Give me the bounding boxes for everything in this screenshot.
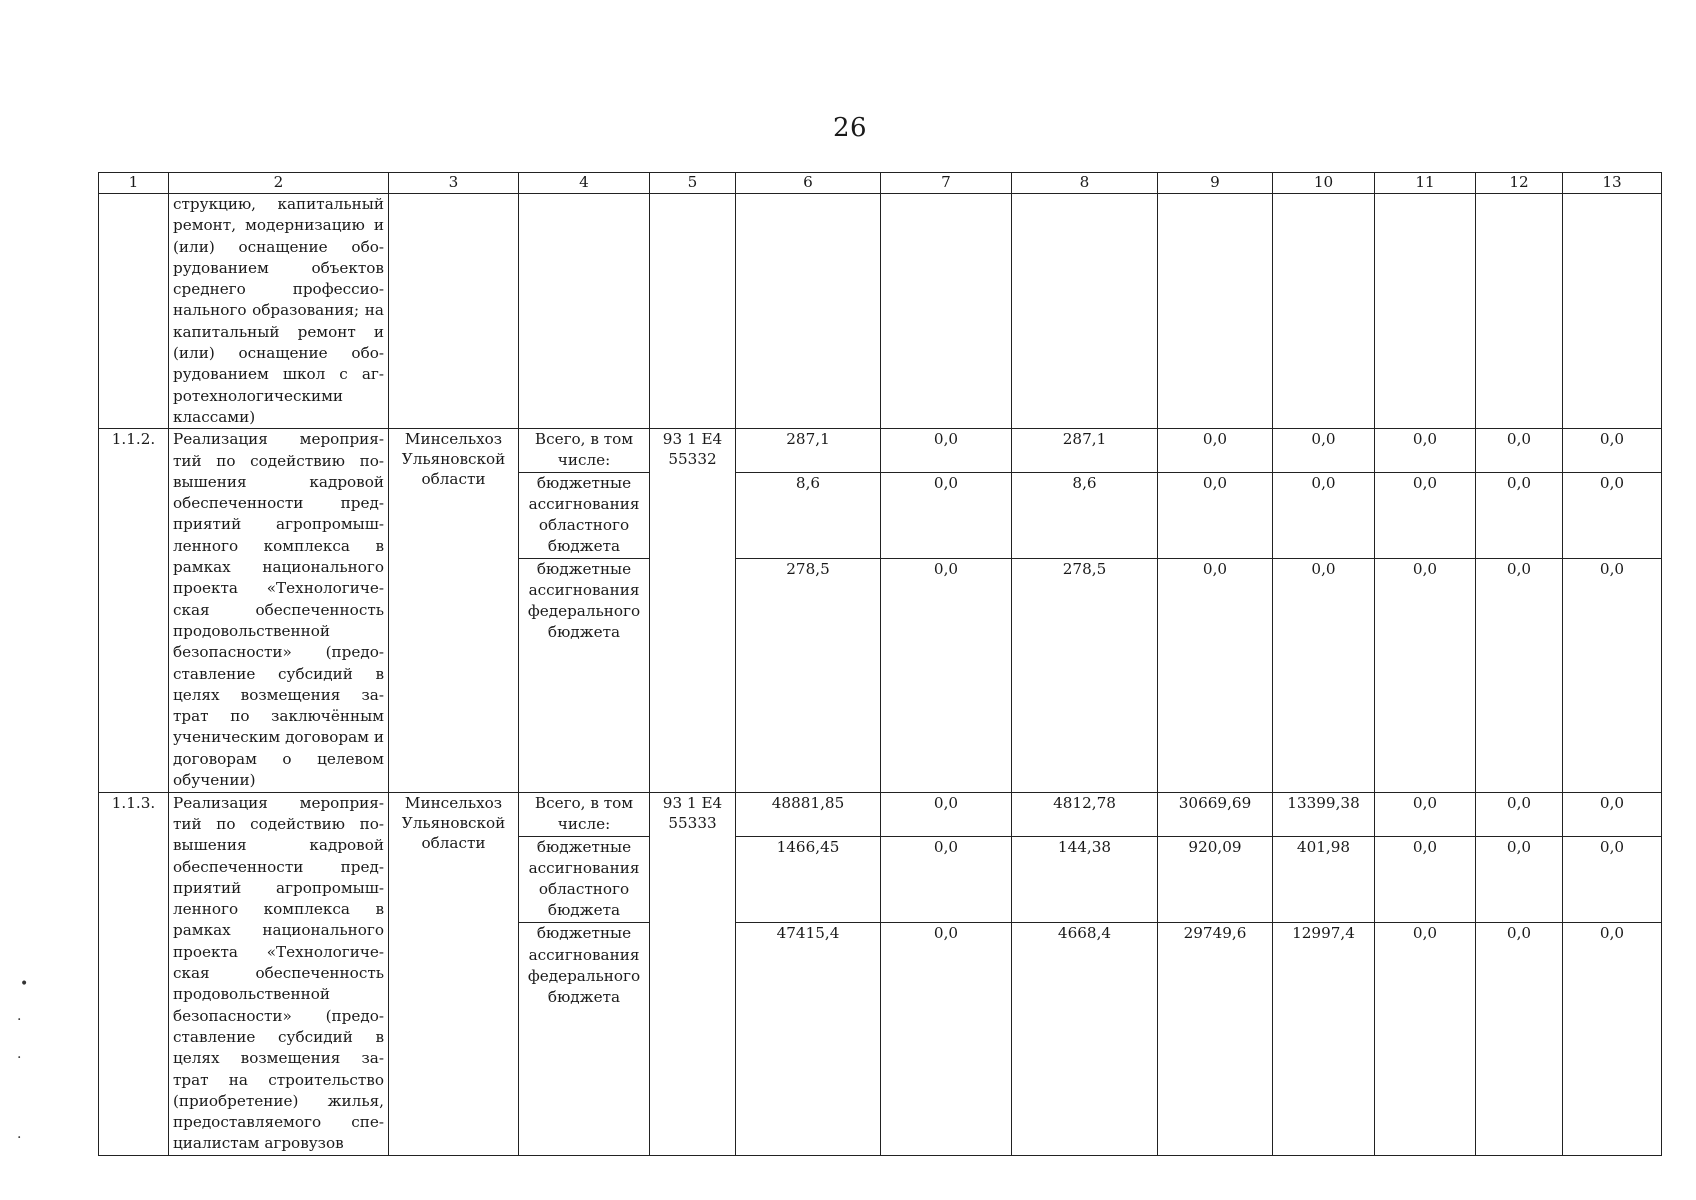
value-cell: 0,0 — [1273, 429, 1375, 472]
empty-cell — [1158, 194, 1273, 429]
value-cell: 0,0 — [1563, 923, 1662, 1155]
value-cell: 0,0 — [1375, 836, 1476, 923]
page-number: 26 — [832, 113, 868, 143]
item-description: Реализация мероприя-тий по содействию по-вышения кадровой обеспеченности пред-приятий агропромыш-ленного комплекса в рамках национального проекта «Технологиче-ская обеспеченность продовольственной безопасности» (предо-ставление субсидий в целях возмещения за-трат на строительство (приобретение) жилья, предоставляемого спе-циалистам агровузов — [169, 792, 389, 1155]
empty-cell — [1375, 194, 1476, 429]
value-cell: 0,0 — [1158, 429, 1273, 472]
value-cell: 278,5 — [736, 558, 881, 792]
value-cell: 0,0 — [1563, 836, 1662, 923]
value-cell: 0,0 — [1158, 472, 1273, 558]
item-number: 1.1.2. — [99, 429, 169, 792]
source-federal: бюджетные ассигнования федерального бюджета — [519, 923, 650, 1155]
continuation-description: струкцию, капитальный ремонт, модернизацию и (или) оснащение обо-рудованием объектов среднего профессио-нального образования; на капитальный ремонт и (или) оснащение обо-рудованием школ с аг-ротехнологическими классами) — [169, 194, 389, 429]
item-recipient: Минсельхоз Ульяновской области — [389, 792, 519, 1155]
header-cell: 3 — [389, 173, 519, 194]
value-cell: 8,6 — [736, 472, 881, 558]
value-cell: 4668,4 — [1012, 923, 1158, 1155]
table-row — [99, 792, 1662, 836]
header-cell: 12 — [1476, 173, 1563, 194]
value-cell: 29749,6 — [1158, 923, 1273, 1155]
value-cell: 0,0 — [1476, 923, 1563, 1155]
value-cell: 13399,38 — [1273, 792, 1375, 836]
header-cell: 1 — [99, 173, 169, 194]
value-cell: 0,0 — [881, 472, 1012, 558]
header-cell: 9 — [1158, 173, 1273, 194]
scan-speck: • — [20, 976, 29, 992]
header-cell: 10 — [1273, 173, 1375, 194]
empty-cell — [1476, 194, 1563, 429]
value-cell: 4812,78 — [1012, 792, 1158, 836]
empty-cell — [519, 194, 650, 429]
header-cell: 11 — [1375, 173, 1476, 194]
source-total: Всего, в том числе: — [519, 429, 650, 472]
value-cell: 0,0 — [881, 429, 1012, 472]
budget-table — [98, 172, 1662, 1156]
item-number: 1.1.3. — [99, 792, 169, 1155]
header-cell: 13 — [1563, 173, 1662, 194]
source-federal: бюджетные ассигнования федерального бюджета — [519, 558, 650, 792]
value-cell: 0,0 — [1476, 558, 1563, 792]
value-cell: 47415,4 — [736, 923, 881, 1155]
value-cell: 0,0 — [1563, 429, 1662, 472]
scan-speck: · — [17, 1050, 22, 1066]
value-cell: 0,0 — [881, 836, 1012, 923]
source-regional: бюджетные ассигнования областного бюджета — [519, 472, 650, 558]
value-cell: 287,1 — [736, 429, 881, 472]
value-cell: 0,0 — [881, 923, 1012, 1155]
empty-cell — [99, 194, 169, 429]
scan-speck: · — [17, 1130, 22, 1146]
empty-cell — [1563, 194, 1662, 429]
header-cell: 6 — [736, 173, 881, 194]
value-cell: 0,0 — [1375, 792, 1476, 836]
value-cell: 1466,45 — [736, 836, 881, 923]
value-cell: 0,0 — [1476, 792, 1563, 836]
source-total: Всего, в том числе: — [519, 792, 650, 836]
value-cell: 0,0 — [1375, 558, 1476, 792]
empty-cell — [881, 194, 1012, 429]
empty-cell — [650, 194, 736, 429]
header-cell: 5 — [650, 173, 736, 194]
empty-cell — [736, 194, 881, 429]
value-cell: 0,0 — [1273, 472, 1375, 558]
value-cell: 0,0 — [881, 792, 1012, 836]
item-code: 93 1 E4 55333 — [650, 792, 736, 1155]
value-cell: 0,0 — [1273, 558, 1375, 792]
empty-cell — [1012, 194, 1158, 429]
empty-cell — [1273, 194, 1375, 429]
value-cell: 0,0 — [881, 558, 1012, 792]
source-regional: бюджетные ассигнования областного бюджета — [519, 836, 650, 923]
value-cell: 0,0 — [1476, 836, 1563, 923]
header-cell: 8 — [1012, 173, 1158, 194]
value-cell: 287,1 — [1012, 429, 1158, 472]
value-cell: 0,0 — [1563, 472, 1662, 558]
header-cell: 2 — [169, 173, 389, 194]
item-code: 93 1 E4 55332 — [650, 429, 736, 792]
value-cell: 30669,69 — [1158, 792, 1273, 836]
value-cell: 8,6 — [1012, 472, 1158, 558]
value-cell: 48881,85 — [736, 792, 881, 836]
value-cell: 401,98 — [1273, 836, 1375, 923]
value-cell: 920,09 — [1158, 836, 1273, 923]
value-cell: 0,0 — [1563, 792, 1662, 836]
empty-cell — [389, 194, 519, 429]
value-cell: 0,0 — [1375, 923, 1476, 1155]
header-row — [99, 173, 1662, 194]
value-cell: 12997,4 — [1273, 923, 1375, 1155]
scan-speck: · — [17, 1012, 22, 1028]
item-description: Реализация мероприя-тий по содействию по-вышения кадровой обеспеченности пред-приятий агропромыш-ленного комплекса в рамках национального проекта «Технологиче-ская обеспеченность продовольственной безопасности» (предо-ставление субсидий в целях возмещения за-трат по заключённым ученическим договорам и договорам о целевом обучении) — [169, 429, 389, 792]
value-cell: 0,0 — [1476, 429, 1563, 472]
table-row — [99, 429, 1662, 472]
item-recipient: Минсельхоз Ульяновской области — [389, 429, 519, 792]
continuation-row — [99, 194, 1662, 429]
value-cell: 0,0 — [1375, 472, 1476, 558]
value-cell: 0,0 — [1158, 558, 1273, 792]
value-cell: 0,0 — [1375, 429, 1476, 472]
value-cell: 0,0 — [1563, 558, 1662, 792]
value-cell: 0,0 — [1476, 472, 1563, 558]
header-cell: 7 — [881, 173, 1012, 194]
header-cell: 4 — [519, 173, 650, 194]
value-cell: 278,5 — [1012, 558, 1158, 792]
value-cell: 144,38 — [1012, 836, 1158, 923]
